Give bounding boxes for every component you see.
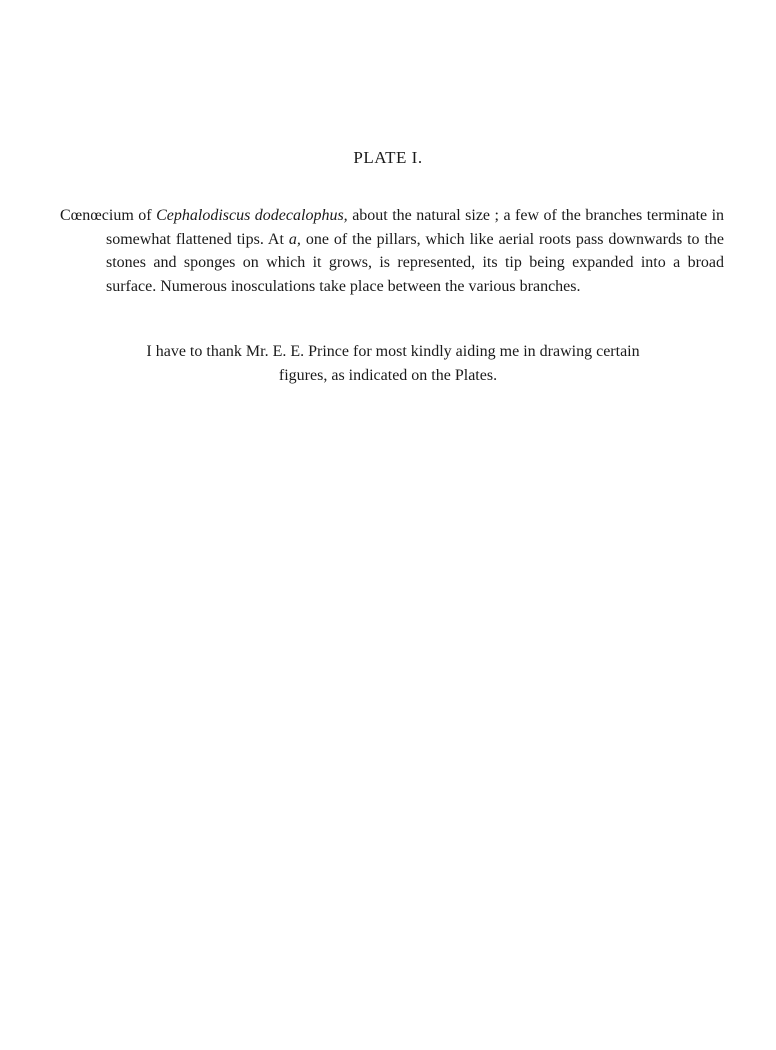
caption-text-part-2: one of the pillars, which like aerial roots pass downwards to the stones and sponges on which it grows, is represented, its tip being expanded into a broad surface. Numerous inosculations take place between the various branches.	[106, 230, 725, 295]
caption-figure-letter: a,	[288, 230, 301, 248]
acknowledgement	[0, 340, 776, 387]
plate-title: PLATE I.	[353, 148, 423, 167]
acknowledgement-line-1: I have to thank Mr. E. E. Prince for most kindly aiding me in drawing certain	[146, 343, 640, 360]
caption-text-part-1: about the natural size ; a few of the branches terminate in somewhat flattened tips. At	[106, 207, 725, 248]
caption-species-name: Cephalodiscus dodecalophus,	[156, 207, 348, 224]
acknowledgement-line-2: figures, as indicated on the Plates.	[278, 366, 498, 384]
caption-lead: Cœnœcium of	[60, 207, 152, 224]
plate-caption	[60, 204, 724, 298]
